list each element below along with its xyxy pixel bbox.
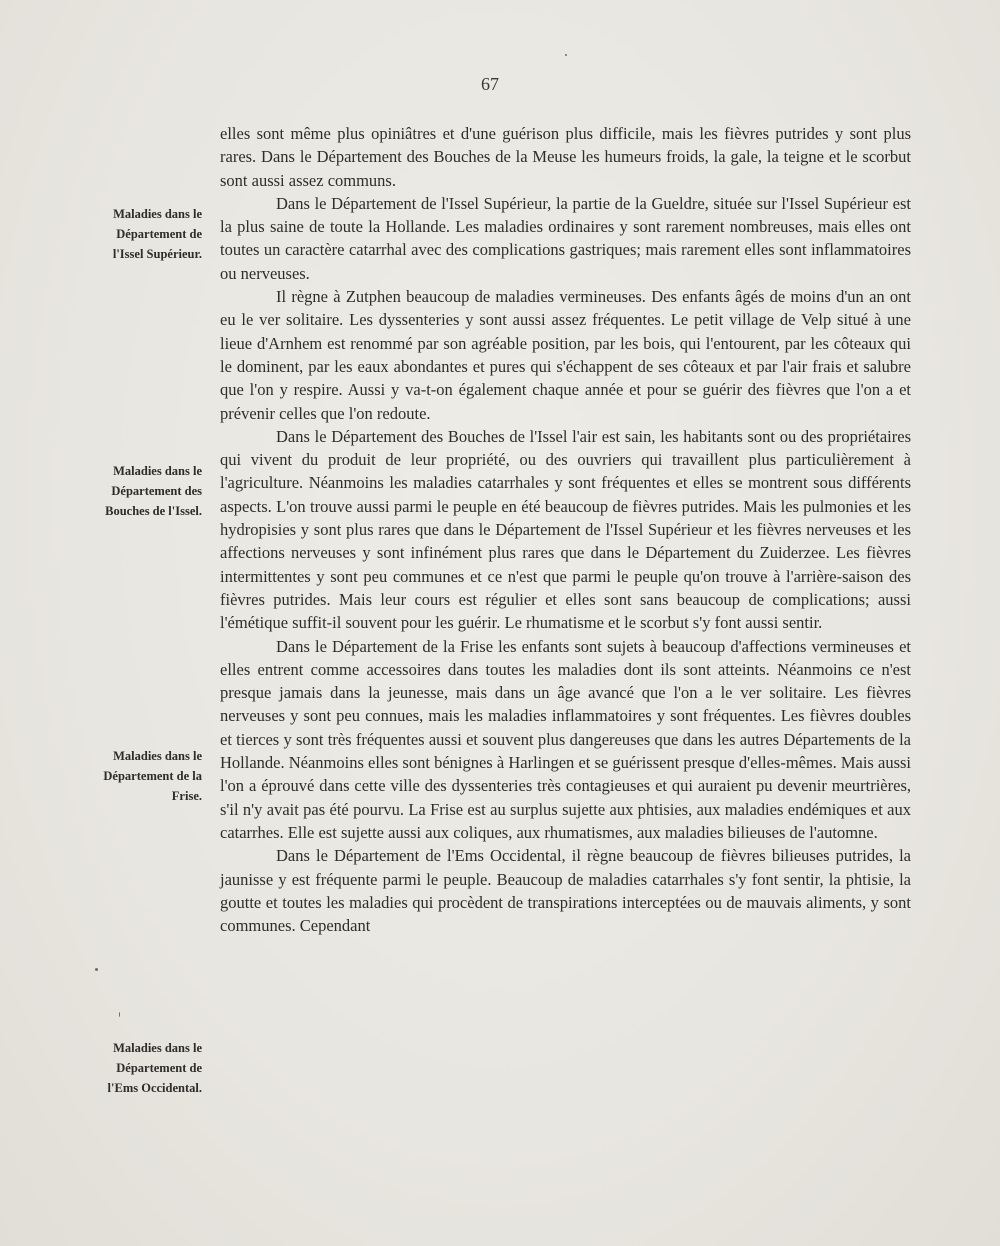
- paragraph: Dans le Département de l'Ems Occidental, il règne beaucoup de fièvres bilieuses putrides, la jaunisse y est fréquente parmi le peuple. Beaucoup de maladies catarrhales s'y font sentir, la phtisie, la goutte et toutes les maladies qui procèdent de transpirations interceptées ou de mauvais aliments, y sont communes. Cependant: [220, 846, 911, 936]
- sidenote-line: Maladies dans le: [113, 464, 202, 478]
- body-text: [220, 122, 911, 937]
- page-number: 67: [481, 74, 499, 94]
- sidenote-ems-occidental: [52, 1038, 202, 1098]
- paragraph: Dans le Département de la Frise les enfants sont sujets à beaucoup d'affections vermineuses et elles entrent comme accessoires dans toutes les maladies dont ils sont atteints. Néanmoins ce n'est presque jamais dans la jeunesse, mais dans un âge avancé que l'on a le ver solitaire. Les fièvres nerveuses y sont peu connues, mais les maladies inflammatoires y sont fréquentes. Les fièvres doubles et tierces y sont très fréquentes aussi et souvent plus dangereuses que dans les autres Départements de la Hollande. Néanmoins elles sont bénignes à Harlingen et se guérissent presque d'elles-mêmes. Mais aussi l'on a éprouvé dans cette ville des dyssenteries très contagieuses et qui auraient pu devenir meurtrières, s'il n'y avait pas été pourvu. La Frise est au surplus sujette aux phtisies, aux maladies endémiques et aux catarrhes. Elle est sujette aussi aux coliques, aux rhumatismes, aux maladies bilieuses de l'automne.: [220, 636, 911, 842]
- paragraph: Dans le Département de l'Issel Supérieur, la partie de la Gueldre, située sur l'Issel Supérieur est la plus saine de toute la Hollande. Les maladies ordinaires y sont rarement nombreuses, mais elles ont toutes un caractère catarrhal avec des complications gastriques; mais rarement elles sont inflammatoires ou nerveuses.: [220, 193, 911, 283]
- sidenote-line: Bouches de l'Issel.: [105, 504, 202, 518]
- sidenote-frise: [52, 746, 202, 806]
- scan-speck: [119, 1012, 120, 1017]
- sidenote-bouches-issel: [52, 461, 202, 521]
- paragraph: elles sont même plus opiniâtres et d'une guérison plus difficile, mais les fièvres putrides y sont plus rares. Dans le Département des Bouches de la Meuse les humeurs froids, la gale, la teigne et le scorbut sont aussi assez communs.: [220, 124, 911, 190]
- paragraph: Dans le Département des Bouches de l'Issel l'air est sain, les habitants sont ou des propriétaires qui vivent du produit de leur propriété, ou des ouvriers qui travaillent plus particulièrement à l'agriculture. Néanmoins les maladies catarrhales y sont fréquentes et elles se montrent sous différents aspects. L'on trouve aussi parmi le peuple en été beaucoup de fièvres putrides. Mais les pulmonies et les hydropisies y sont plus rares que dans le Département de l'Issel Supérieur et les fièvres nerveuses et les affections nerveuses y sont infinément plus rares que dans le Département du Zuiderzee. Les fièvres intermittentes y sont peu communes et ce n'est que parmi le peuple qu'on trouve à l'arrière-saison des fièvres putrides. Mais leur cours est régulier et elles sont sans beaucoup de complications; aussi l'émétique suffit-il souvent pour les guérir. Le rhumatisme et le scorbut s'y font aussi sentir.: [220, 426, 911, 633]
- sidenote-issel-superieur: [52, 204, 202, 264]
- sidenote-line: Maladies dans le: [113, 749, 202, 763]
- paragraph: Il règne à Zutphen beaucoup de maladies vermineuses. Des enfants âgés de moins d'un an ont eu le ver solitaire. Les dyssenteries y sont aussi assez fréquentes. Le petit village de Velp situé à une lieue d'Arnhem est renommé par son agréable position, par les bois, qui l'entourent, par les côteaux qui le dominent, par les eaux abondantes et pures qui s'échappent de ses côteaux et par l'air frais et salubre que l'on y respire. Aussi y va-t-on également chaque année et pour se guérir des fièvres que l'on a et prévenir celles que l'on redoute.: [220, 287, 911, 423]
- scan-speck: [95, 968, 98, 971]
- scan-speck: [565, 54, 567, 56]
- sidenote-line: l'Ems Occidental.: [107, 1081, 202, 1095]
- sidenote-line: Maladies dans le: [113, 1041, 202, 1055]
- sidenote-line: l'Issel Supérieur.: [112, 247, 202, 261]
- sidenote-line: Frise.: [171, 789, 202, 803]
- sidenote-line: Département de: [116, 227, 202, 241]
- sidenote-line: Département des: [111, 484, 202, 498]
- sidenote-line: Département de la: [103, 769, 202, 783]
- sidenote-line: Département de: [116, 1061, 202, 1075]
- sidenote-line: Maladies dans le: [113, 207, 202, 221]
